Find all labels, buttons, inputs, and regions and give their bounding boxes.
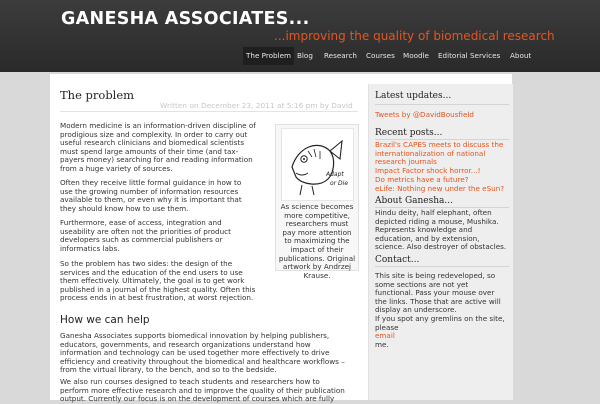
contact-title: Contact...	[375, 255, 420, 265]
latest-updates-title: Latest updates...	[375, 91, 452, 101]
main-nav	[0, 47, 600, 65]
paragraph-1: Modern medicine is an information-driven discipline of prodigious size and complexity. In order to carry out useful research clinicians and biomedical scientists must spend large amounts of their time (and tax- payers money) searching for and reading information from a huge variety of sources.	[60, 121, 256, 173]
sidebar	[368, 84, 513, 400]
post-title-divider	[60, 111, 358, 112]
contact-me-text: me.	[375, 339, 389, 349]
paragraph-2: Often they receive little formal guidance in how to use the growing number of information resources available to them, or even why it is important that they should know how to use them.	[60, 178, 242, 213]
nav-item-editorial-services[interactable]: Editorial Services	[438, 51, 501, 60]
figure-caption: As science becomes more competitive, researchers must pay more attention to maximizing the impact of their publications. Original artwork by Andrzej Krause.	[278, 202, 356, 280]
nav-item-courses[interactable]: Courses	[366, 51, 395, 60]
paragraph-6: We also run courses designed to teach students and researchers how to perform more effective research and to improve the quality of their publication output. Currently our focus is on the development of courses which are fully	[60, 377, 345, 404]
fish-cartoon-image	[281, 128, 354, 201]
about-text: Hindu deity, half elephant, often depicted riding a mouse, Mushika. Represents knowledge and education, and by extension, science. Also destroyer of obstacles.	[375, 208, 507, 252]
contact-please-text: please	[375, 322, 399, 332]
nav-item-about[interactable]: About	[510, 51, 532, 60]
nav-item-the-problem[interactable]: The Problem	[243, 47, 294, 65]
paragraph-5: Ganesha Associates supports biomedical innovation by helping publishers, educators, governments, and research organizations understand how information and technology can be used together more effectively to drive efficiency and creativity throughout the biomedical and healthcare workflows – from the virtual library, to the bench, and so to the bedside.	[60, 331, 345, 375]
email-link[interactable]: email	[375, 331, 395, 341]
site-tagline: ...improving the quality of biomedical research	[274, 29, 555, 43]
recent-post-3[interactable]: Do metrics have a future?	[375, 175, 469, 184]
nav-item-research[interactable]: Research	[324, 51, 357, 60]
recent-post-2[interactable]: Impact Factor shock horror...!	[375, 166, 481, 175]
svg-text:Adapt: Adapt	[326, 171, 344, 178]
site-title[interactable]: GANESHA ASSOCIATES...	[61, 9, 310, 29]
about-ganesha-title: About Ganesha...	[375, 196, 453, 206]
nav-item-blog[interactable]: Blog	[297, 51, 313, 60]
tweets-link[interactable]: Tweets by @DavidBousfield	[375, 110, 474, 119]
widget-divider	[375, 104, 509, 105]
recent-post-1[interactable]: Brazil's CAPES meets to discuss the internationalization of national research journals	[375, 140, 504, 167]
post-meta: Written on December 23, 2011 at 5:16 pm by David	[160, 101, 353, 110]
paragraph-3: Furthermore, ease of access, integration and useability are often not the priorities of product developers such as commercial publishers or informatics labs.	[60, 218, 231, 253]
svg-text:or Die: or Die	[330, 180, 349, 187]
nav-item-moodle[interactable]: Moodle	[403, 51, 429, 60]
how-we-can-help-heading: How we can help	[60, 314, 150, 326]
widget-divider	[375, 266, 509, 267]
recent-posts-title: Recent posts...	[375, 128, 443, 138]
post-title[interactable]: The problem	[60, 88, 135, 102]
paragraph-4: So the problem has two sides: the design of the services and the education of the end users to use them effectively. Ultimately, the goal is to get work published in a journal of the highest quality. Often this process ends in at best frustration, at worst rejection.	[60, 259, 256, 303]
site-header	[0, 0, 600, 72]
contact-text: This site is being redeveloped, so some sections are not yet functional. Pass your mouse over the links. Those that are active will display an underscore. If you spot any gremlins on the site, please email me.	[375, 271, 505, 349]
recent-post-4[interactable]: eLife: Nothing new under the eSun?	[375, 184, 505, 193]
figure	[275, 124, 359, 280]
